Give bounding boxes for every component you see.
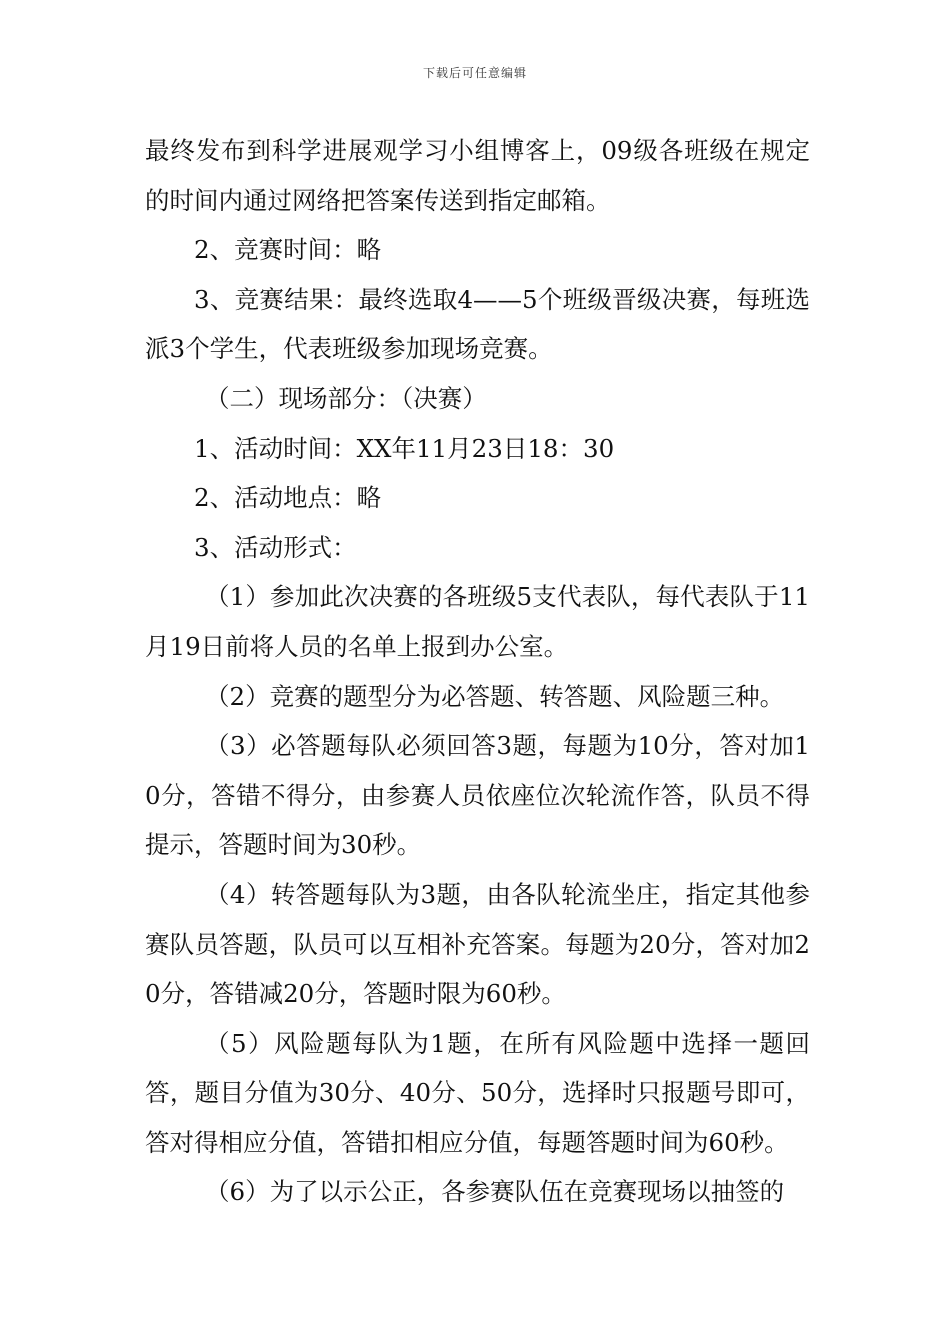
section-heading-onsite: （二）现场部分：（决赛） bbox=[205, 383, 487, 413]
paragraph-contest-time: 2、竞赛时间：略 bbox=[194, 235, 382, 265]
paragraph-continuation: 最终发布到科学进展观学习小组博客上，09级各班级在规定的时间内通过网络把答案传送到指定邮箱。 bbox=[145, 136, 810, 215]
paragraph-activity-location: 2、活动地点：略 bbox=[194, 483, 382, 513]
page-header-note: 下载后可任意编辑 bbox=[422, 66, 527, 80]
paragraph-activity-format: 3、活动形式： bbox=[194, 532, 357, 562]
paragraph-rule-2: （2）竞赛的题型分为必答题、转答题、风险题三种。 bbox=[205, 681, 785, 711]
paragraph-rule-4: （4）转答题每队为3题，由各队轮流坐庄，指定其他参赛队员答题，队员可以互相补充答案。每题为20分，答对加20分，答错减20分，答题时限为60秒。 bbox=[145, 879, 810, 1009]
paragraph-contest-result: 3、竞赛结果：最终选取4——5个班级晋级决赛，每班选派3个学生，代表班级参加现场竞赛。 bbox=[145, 284, 810, 364]
paragraph-rule-1: （1）参加此次决赛的各班级5支代表队，每代表队于11月19日前将人员的名单上报到办公室。 bbox=[145, 582, 810, 661]
paragraph-activity-time: 1、活动时间：XX年11月23日18：30 bbox=[194, 433, 615, 463]
paragraph-rule-6: （6）为了以示公正，各参赛队伍在竞赛现场以抽签的 bbox=[205, 1177, 785, 1207]
paragraph-rule-5: （5）风险题每队为1题，在所有风险题中选择一题回答，题目分值为30分、40分、50分，选择时只报题号即可，答对得相应分值，答错扣相应分值，每题答题时间为60秒。 bbox=[145, 1028, 810, 1157]
paragraph-rule-3: （3）必答题每队必须回答3题，每题为10分，答对加10分，答错不得分，由参赛人员依座位次轮流作答，队员不得提示，答题时间为30秒。 bbox=[145, 731, 810, 860]
document-body bbox=[145, 126, 810, 1217]
